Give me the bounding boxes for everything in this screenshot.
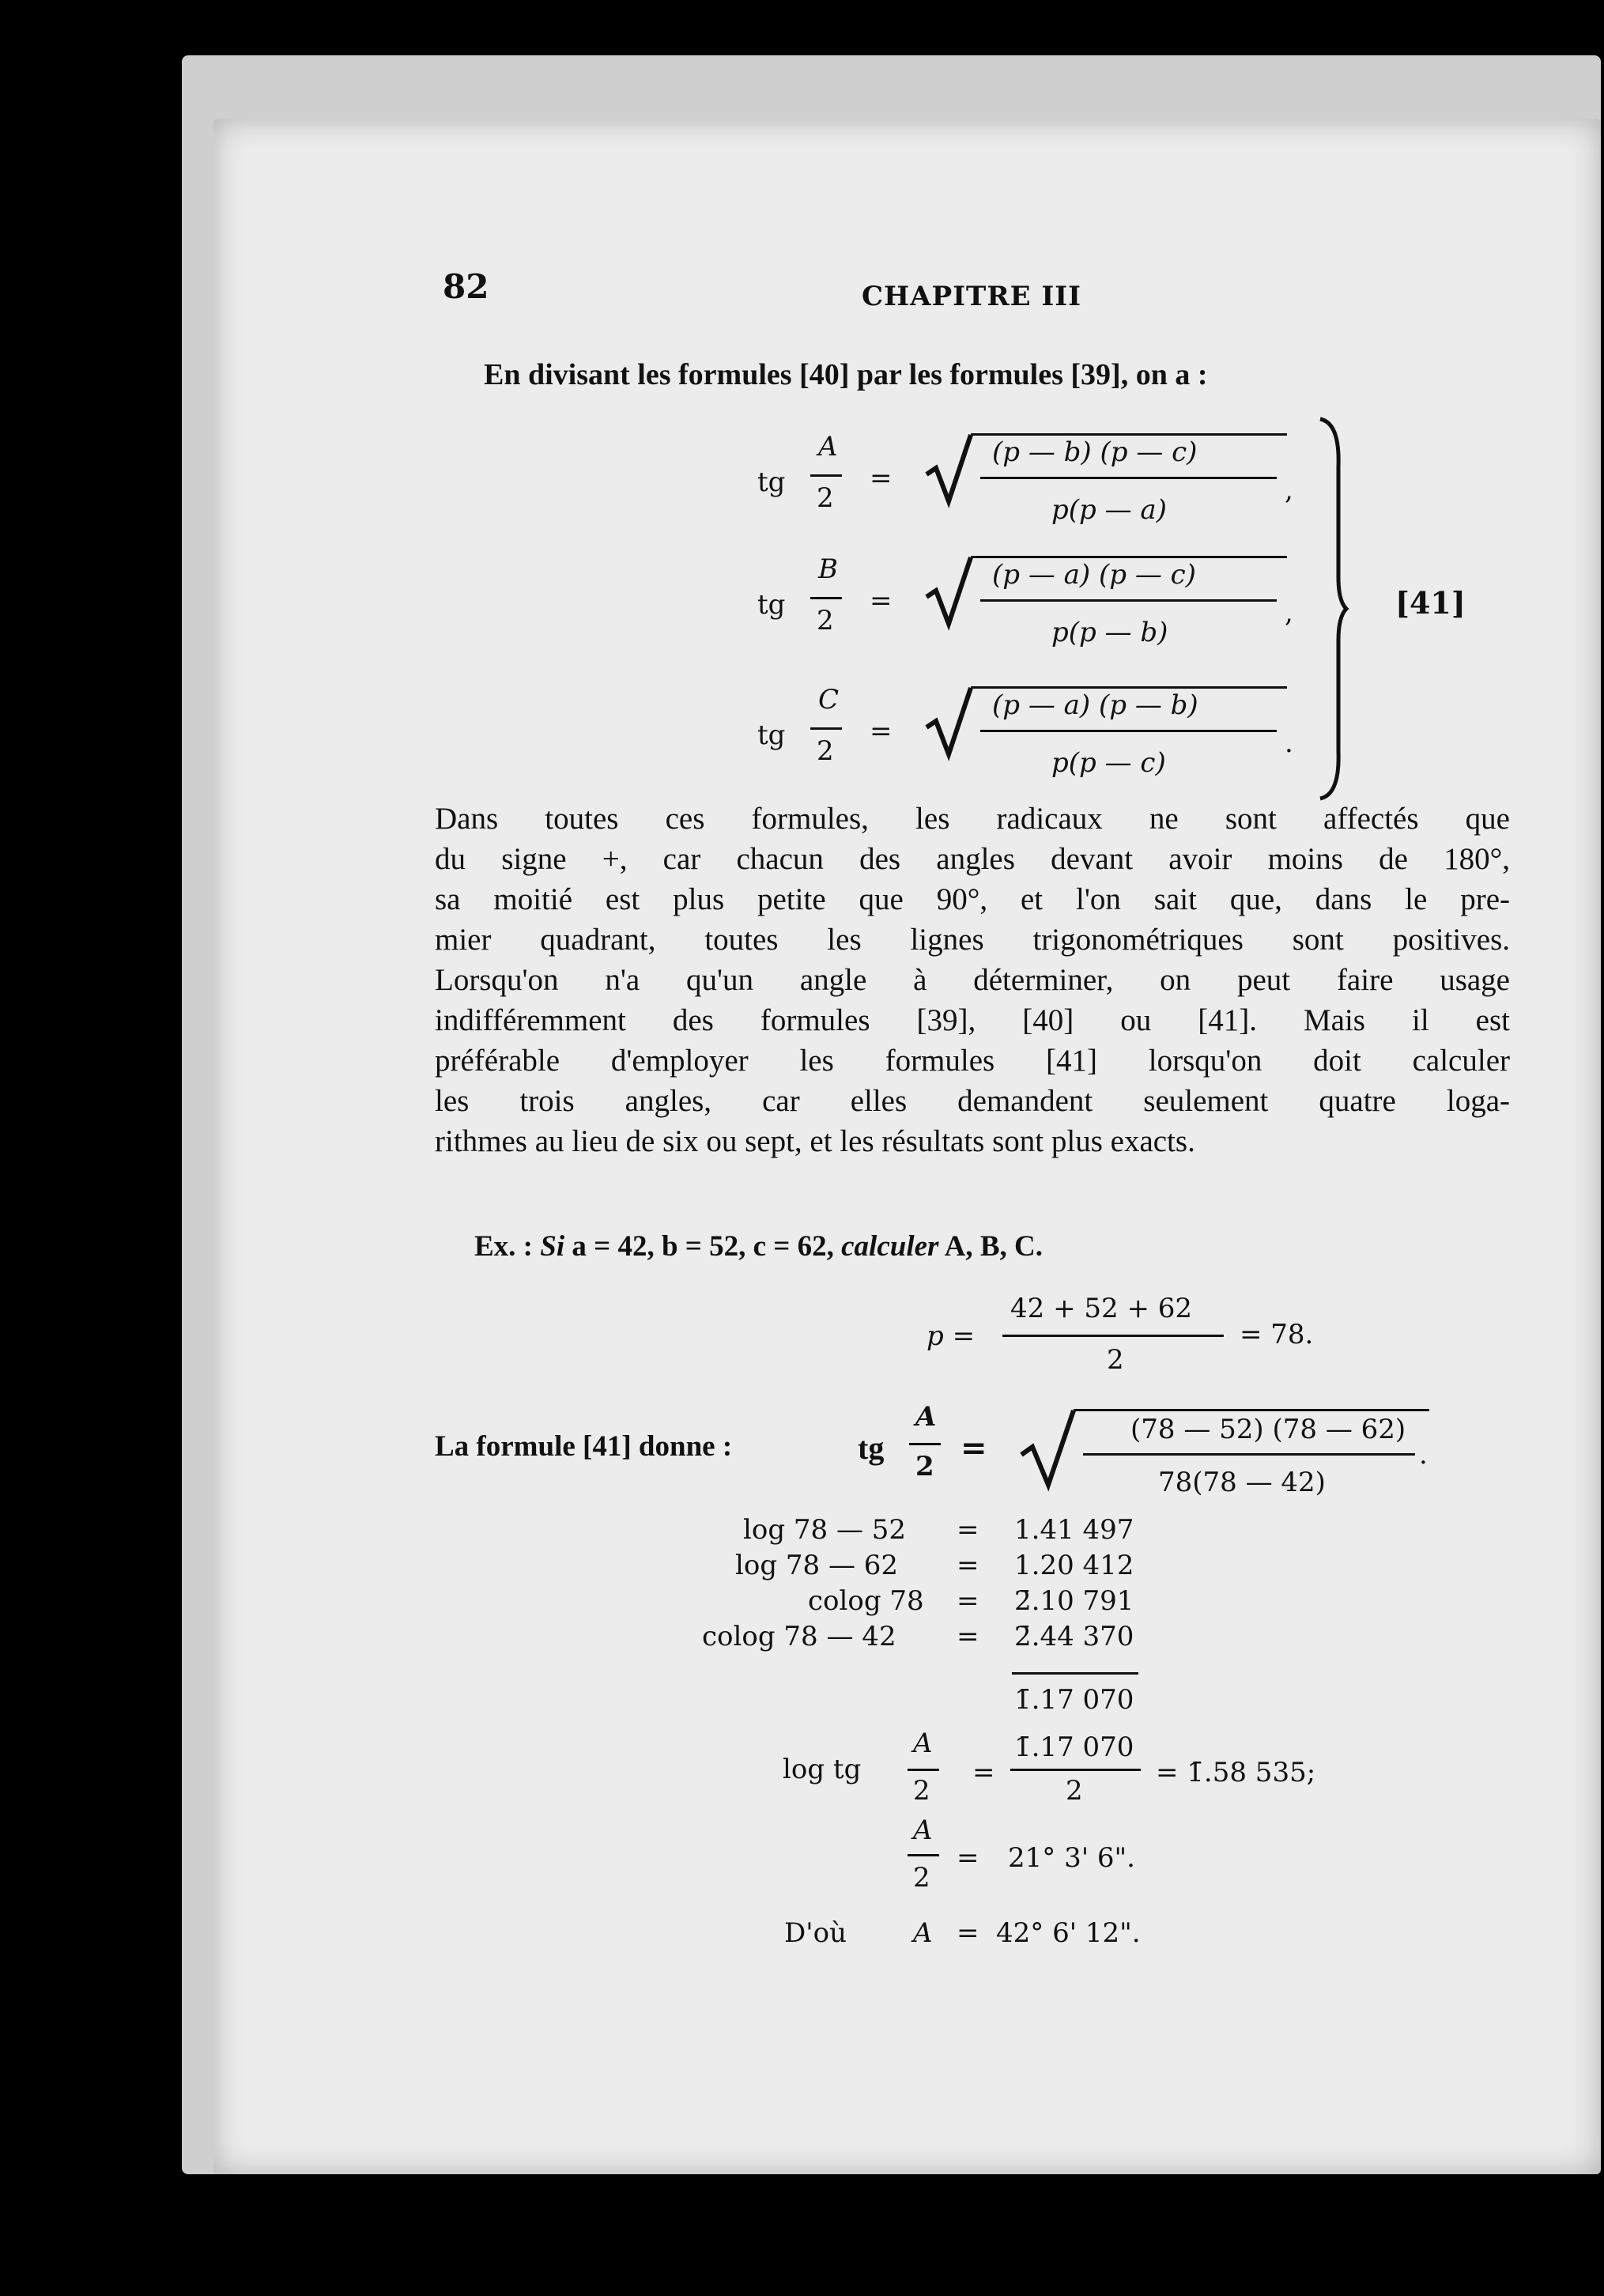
radical-overline [1074, 1409, 1429, 1411]
log-label: log 78 — 52 [743, 1514, 907, 1546]
tg-label: tg [757, 466, 786, 498]
angle-denominator: 2 [817, 482, 834, 514]
angle-numerator: A [913, 1815, 933, 1846]
radical-sign [925, 556, 972, 627]
half-angle-eq: = [957, 1842, 979, 1874]
log-tg-result: = 1̄.58 535; [1156, 1757, 1316, 1788]
punctuation: , [1285, 597, 1293, 629]
example-prefix: Ex. : [474, 1230, 533, 1263]
result-eq: = [957, 1917, 979, 1949]
paragraph-line: rithmes au lieu de six ou sept, et les résultats sont plus exacts. [435, 1124, 1195, 1158]
fraction-bar [1010, 1769, 1141, 1771]
radicand-denominator: p(p — a) [1051, 494, 1167, 526]
example-values: a = 42, b = 52, c = 62, [572, 1230, 834, 1263]
angle-denominator: 2 [913, 1862, 930, 1894]
p-denominator: 2 [1107, 1344, 1124, 1376]
paragraph-line: du signe +, car chacun des angles devant avoir moins de 180°, [435, 842, 1510, 876]
page-number: 82 [443, 267, 489, 306]
angle-numerator: A [915, 1401, 937, 1433]
angle-numerator: A [818, 431, 838, 463]
formula-donne-text: La formule [41] donne : [435, 1430, 733, 1463]
log-label: colog 78 — 42 [702, 1621, 896, 1652]
radicand-fraction-bar [980, 599, 1277, 602]
log-value: 1.41 497 [1014, 1514, 1134, 1546]
chapter-header: CHAPITRE III [862, 281, 1082, 312]
radical-overline [971, 686, 1287, 689]
formula-label: [41] [1395, 585, 1466, 621]
punctuation: . [1285, 727, 1293, 759]
tg-label: tg [858, 1430, 885, 1466]
radicand-fraction-bar [980, 477, 1277, 479]
radical-sign [925, 686, 972, 757]
result-value: 42° 6' 12". [996, 1917, 1141, 1949]
tg-label: tg [757, 719, 786, 751]
radicand-numerator: (p — b) (p — c) [992, 436, 1198, 468]
radicand-fraction-bar [1083, 1453, 1415, 1456]
angle-numerator: C [818, 684, 840, 716]
radical-sign [925, 433, 972, 504]
example-angles: A, B, C. [944, 1230, 1044, 1263]
angle-denominator: 2 [817, 735, 834, 767]
paragraph-line: préférable d'employer les formules [41] lorsqu'on doit calculer [435, 1044, 1510, 1078]
log-tg-numerator: 1̄.17 070 [1014, 1731, 1134, 1763]
example-calculer: calculer [841, 1230, 939, 1263]
paragraph-line: Lorsqu'on n'a qu'un angle à déterminer, on peut faire usage [435, 963, 1510, 997]
sum-rule [1012, 1672, 1138, 1675]
log-value: 1.20 412 [1014, 1550, 1134, 1581]
radicand-numerator: (p — a) (p — c) [992, 559, 1196, 591]
log-tg-label: log tg [783, 1754, 862, 1785]
paragraph-line: Dans toutes ces formules, les radicaux ne sont affectés que [435, 802, 1510, 836]
log-eq: = [957, 1585, 979, 1617]
p-rhs: = 78. [1240, 1319, 1314, 1350]
equals-sign: = [961, 1429, 987, 1467]
equals-sign: = [870, 463, 893, 494]
angle-numerator: B [818, 553, 838, 585]
p-lhs: p = [927, 1320, 976, 1352]
radical-overline [971, 556, 1287, 558]
example-line [474, 1229, 1043, 1263]
log-eq: = [957, 1514, 979, 1546]
log-label: colog 78 [808, 1585, 924, 1617]
result-angle: A [913, 1917, 933, 1949]
angle-denominator: 2 [915, 1451, 934, 1482]
radicand-numerator: (p — a) (p — b) [992, 689, 1198, 721]
paragraph-line: indifféremment des formules [39], [40] ou [41]. Mais il est [435, 1003, 1510, 1037]
log-eq: = [957, 1550, 979, 1581]
angle-denominator: 2 [913, 1775, 930, 1807]
fraction-bar [1002, 1335, 1224, 1337]
radicand-denominator: 78(78 — 42) [1158, 1467, 1326, 1498]
radical-overline [971, 433, 1287, 436]
radicand-numerator: (78 — 52) (78 — 62) [1130, 1414, 1406, 1445]
log-eq: = [957, 1621, 979, 1652]
log-tg-eq: = [972, 1757, 995, 1788]
angle-numerator: A [913, 1728, 933, 1759]
tg-label: tg [757, 589, 786, 621]
half-angle-value: 21° 3' 6". [1008, 1842, 1135, 1874]
fraction-bar [810, 727, 842, 730]
equals-sign: = [870, 716, 893, 747]
radical-sign [1020, 1409, 1075, 1488]
fraction-bar [908, 1769, 939, 1771]
angle-denominator: 2 [817, 605, 834, 636]
intro-text: En divisant les formules [40] par les formules [39], on a : [484, 358, 1208, 391]
fraction-bar [810, 597, 842, 599]
radicand-fraction-bar [980, 730, 1277, 732]
radicand-denominator: p(p — b) [1051, 617, 1168, 648]
log-sum: 1̄.17 070 [1014, 1684, 1134, 1716]
brace-right [1316, 419, 1348, 799]
explanation-paragraph [435, 799, 1510, 1161]
log-value: 2̄.10 791 [1014, 1585, 1134, 1617]
result-prefix: D'où [784, 1917, 847, 1949]
log-value: 2̄.44 370 [1014, 1621, 1134, 1652]
fraction-bar [909, 1443, 941, 1445]
radicand-denominator: p(p — c) [1051, 747, 1166, 779]
fraction-bar [810, 474, 842, 477]
log-tg-denominator: 2 [1066, 1775, 1083, 1807]
punctuation: , [1285, 474, 1293, 506]
paragraph-line: sa moitié est plus petite que 90°, et l'on sait que, dans le pre- [435, 882, 1510, 916]
p-numerator: 42 + 52 + 62 [1010, 1293, 1192, 1324]
paragraph-line: mier quadrant, toutes les lignes trigonométriques sont positives. [435, 923, 1510, 957]
equals-sign: = [870, 585, 893, 617]
log-label: log 78 — 62 [735, 1550, 899, 1581]
fraction-bar [908, 1854, 939, 1856]
example-si: Si [540, 1230, 565, 1263]
punctuation: . [1419, 1439, 1428, 1471]
paragraph-line: les trois angles, car elles demandent seulement quatre loga- [435, 1084, 1510, 1118]
